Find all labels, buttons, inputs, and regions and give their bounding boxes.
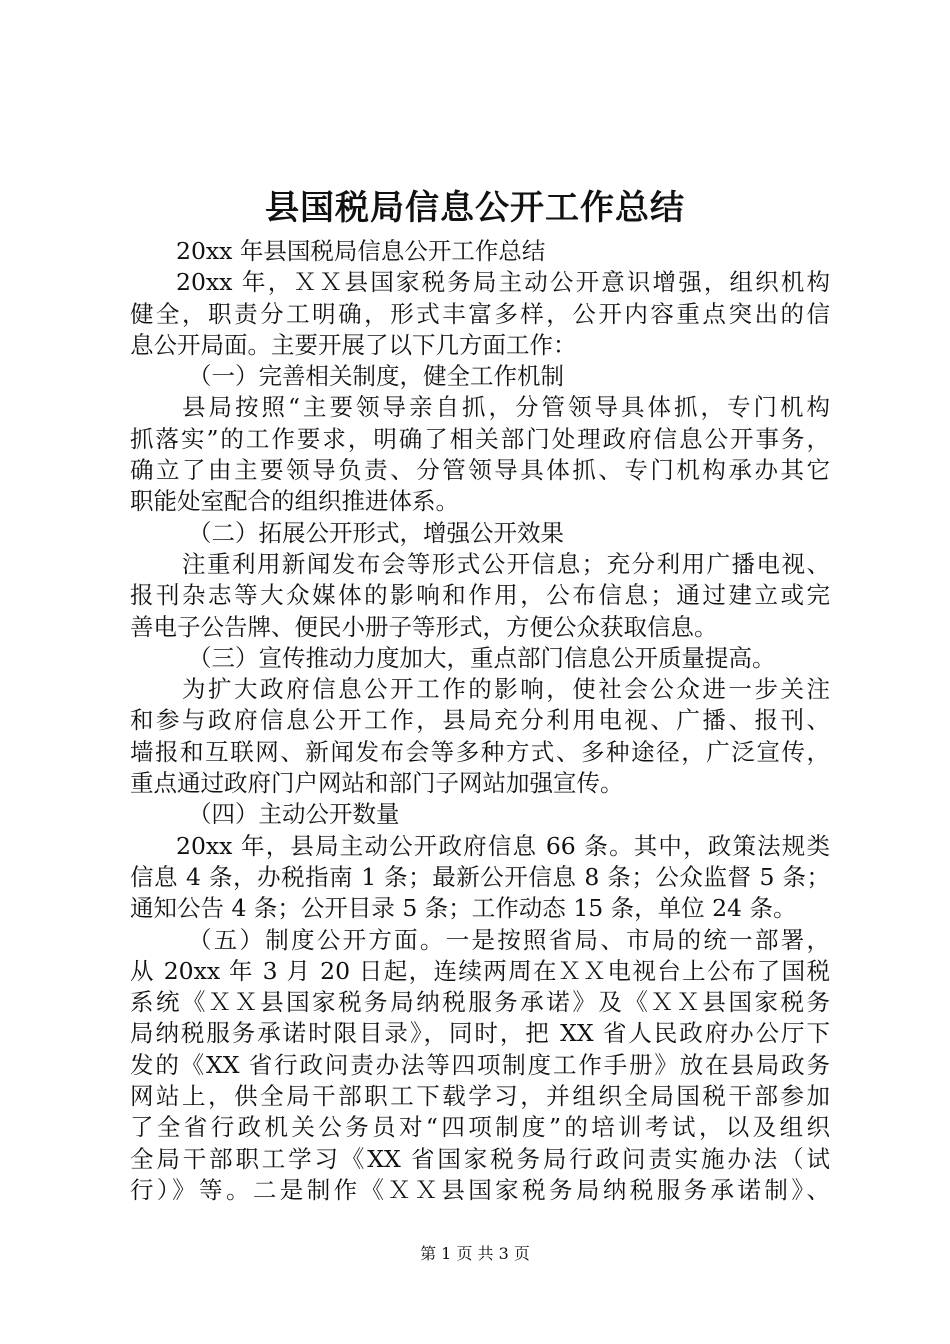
section-heading: （二）拓展公开形式，增强公开效果 xyxy=(188,518,564,547)
paragraph-line: 20xx 年，ＸＸ县国家税务局主动公开意识增强，组织机构 xyxy=(176,268,830,297)
paragraph-line: 报刊杂志等大众媒体的影响和作用，公布信息；通过建立或完 xyxy=(130,581,830,610)
paragraph-line: 县局按照“主要领导亲自抓，分管领导具体抓，专门机构 xyxy=(182,393,830,422)
paragraph-line: 行）》等。二是制作《ＸＸ县国家税务局纳税服务承诺制》、 xyxy=(130,1175,830,1204)
section-heading: （一）完善相关制度，健全工作机制 xyxy=(188,362,564,391)
paragraph-line: 注重利用新闻发布会等形式公开信息；充分利用广播电视、 xyxy=(182,549,830,578)
paragraph-line: 信息 4 条，办税指南 1 条；最新公开信息 8 条；公众监督 5 条； xyxy=(130,862,830,891)
paragraph-line: 网站上，供全局干部职工下载学习，并组织全局国税干部参加 xyxy=(130,1082,830,1111)
paragraph-line: 息公开局面。主要开展了以下几方面工作： xyxy=(130,330,577,359)
subtitle-line: 20xx 年县国税局信息公开工作总结 xyxy=(176,237,546,265)
section-heading: （三）宣传推动力度加大，重点部门信息公开质量提高。 xyxy=(188,643,776,672)
document-title: 县国税局信息公开工作总结 xyxy=(265,188,685,228)
paragraph-line: 局纳税服务承诺时限目录》，同时，把 XX 省人民政府办公厅下 xyxy=(130,1019,830,1048)
paragraph-line: 重点通过政府门户网站和部门子网站加强宣传。 xyxy=(130,769,624,798)
paragraph-line: 了全省行政机关公务员对“四项制度”的培训考试，以及组织 xyxy=(130,1113,830,1142)
paragraph-line: 抓落实”的工作要求，明确了相关部门处理政府信息公开事务， xyxy=(130,424,830,453)
paragraph-line: 全局干部职工学习《XX 省国家税务局行政问责实施办法（试 xyxy=(130,1144,830,1173)
paragraph-line: 确立了由主要领导负责、分管领导具体抓、专门机构承办其它 xyxy=(130,456,830,485)
paragraph-line: 善电子公告牌、便民小册子等形式，方便公众获取信息。 xyxy=(130,612,718,641)
paragraph-line: 墙报和互联网、新闻发布会等多种方式、多种途径，广泛宣传， xyxy=(130,737,830,766)
paragraph-line: 为扩大政府信息公开工作的影响，使社会公众进一步关注 xyxy=(182,675,830,704)
paragraph-line: 从 20xx 年 3 月 20 日起，连续两周在ＸＸ电视台上公布了国税 xyxy=(130,956,830,985)
section-heading: （四）主动公开数量 xyxy=(188,800,400,829)
paragraph-line: 通知公告 4 条；公开目录 5 条；工作动态 15 条，单位 24 条。 xyxy=(130,894,797,923)
paragraph-line: 系统《ＸＸ县国家税务局纳税服务承诺》及《ＸＸ县国家税务 xyxy=(130,988,830,1017)
paragraph-line: 20xx 年，县局主动公开政府信息 66 条。其中，政策法规类 xyxy=(176,831,830,860)
paragraph-line: 发的《XX 省行政问责办法等四项制度工作手册》放在县局政务 xyxy=(130,1050,830,1079)
section-heading: （五）制度公开方面。一是按照省局、市局的统一部署， xyxy=(188,925,830,954)
paragraph-line: 职能处室配合的组织推进体系。 xyxy=(130,487,459,516)
page-number-footer: 第 1 页 共 3 页 xyxy=(420,1244,530,1263)
paragraph-line: 健全，职责分工明确，形式丰富多样，公开内容重点突出的信 xyxy=(130,299,830,328)
document-body xyxy=(130,236,830,1206)
paragraph-line: 和参与政府信息公开工作，县局充分利用电视、广播、报刊、 xyxy=(130,706,830,735)
